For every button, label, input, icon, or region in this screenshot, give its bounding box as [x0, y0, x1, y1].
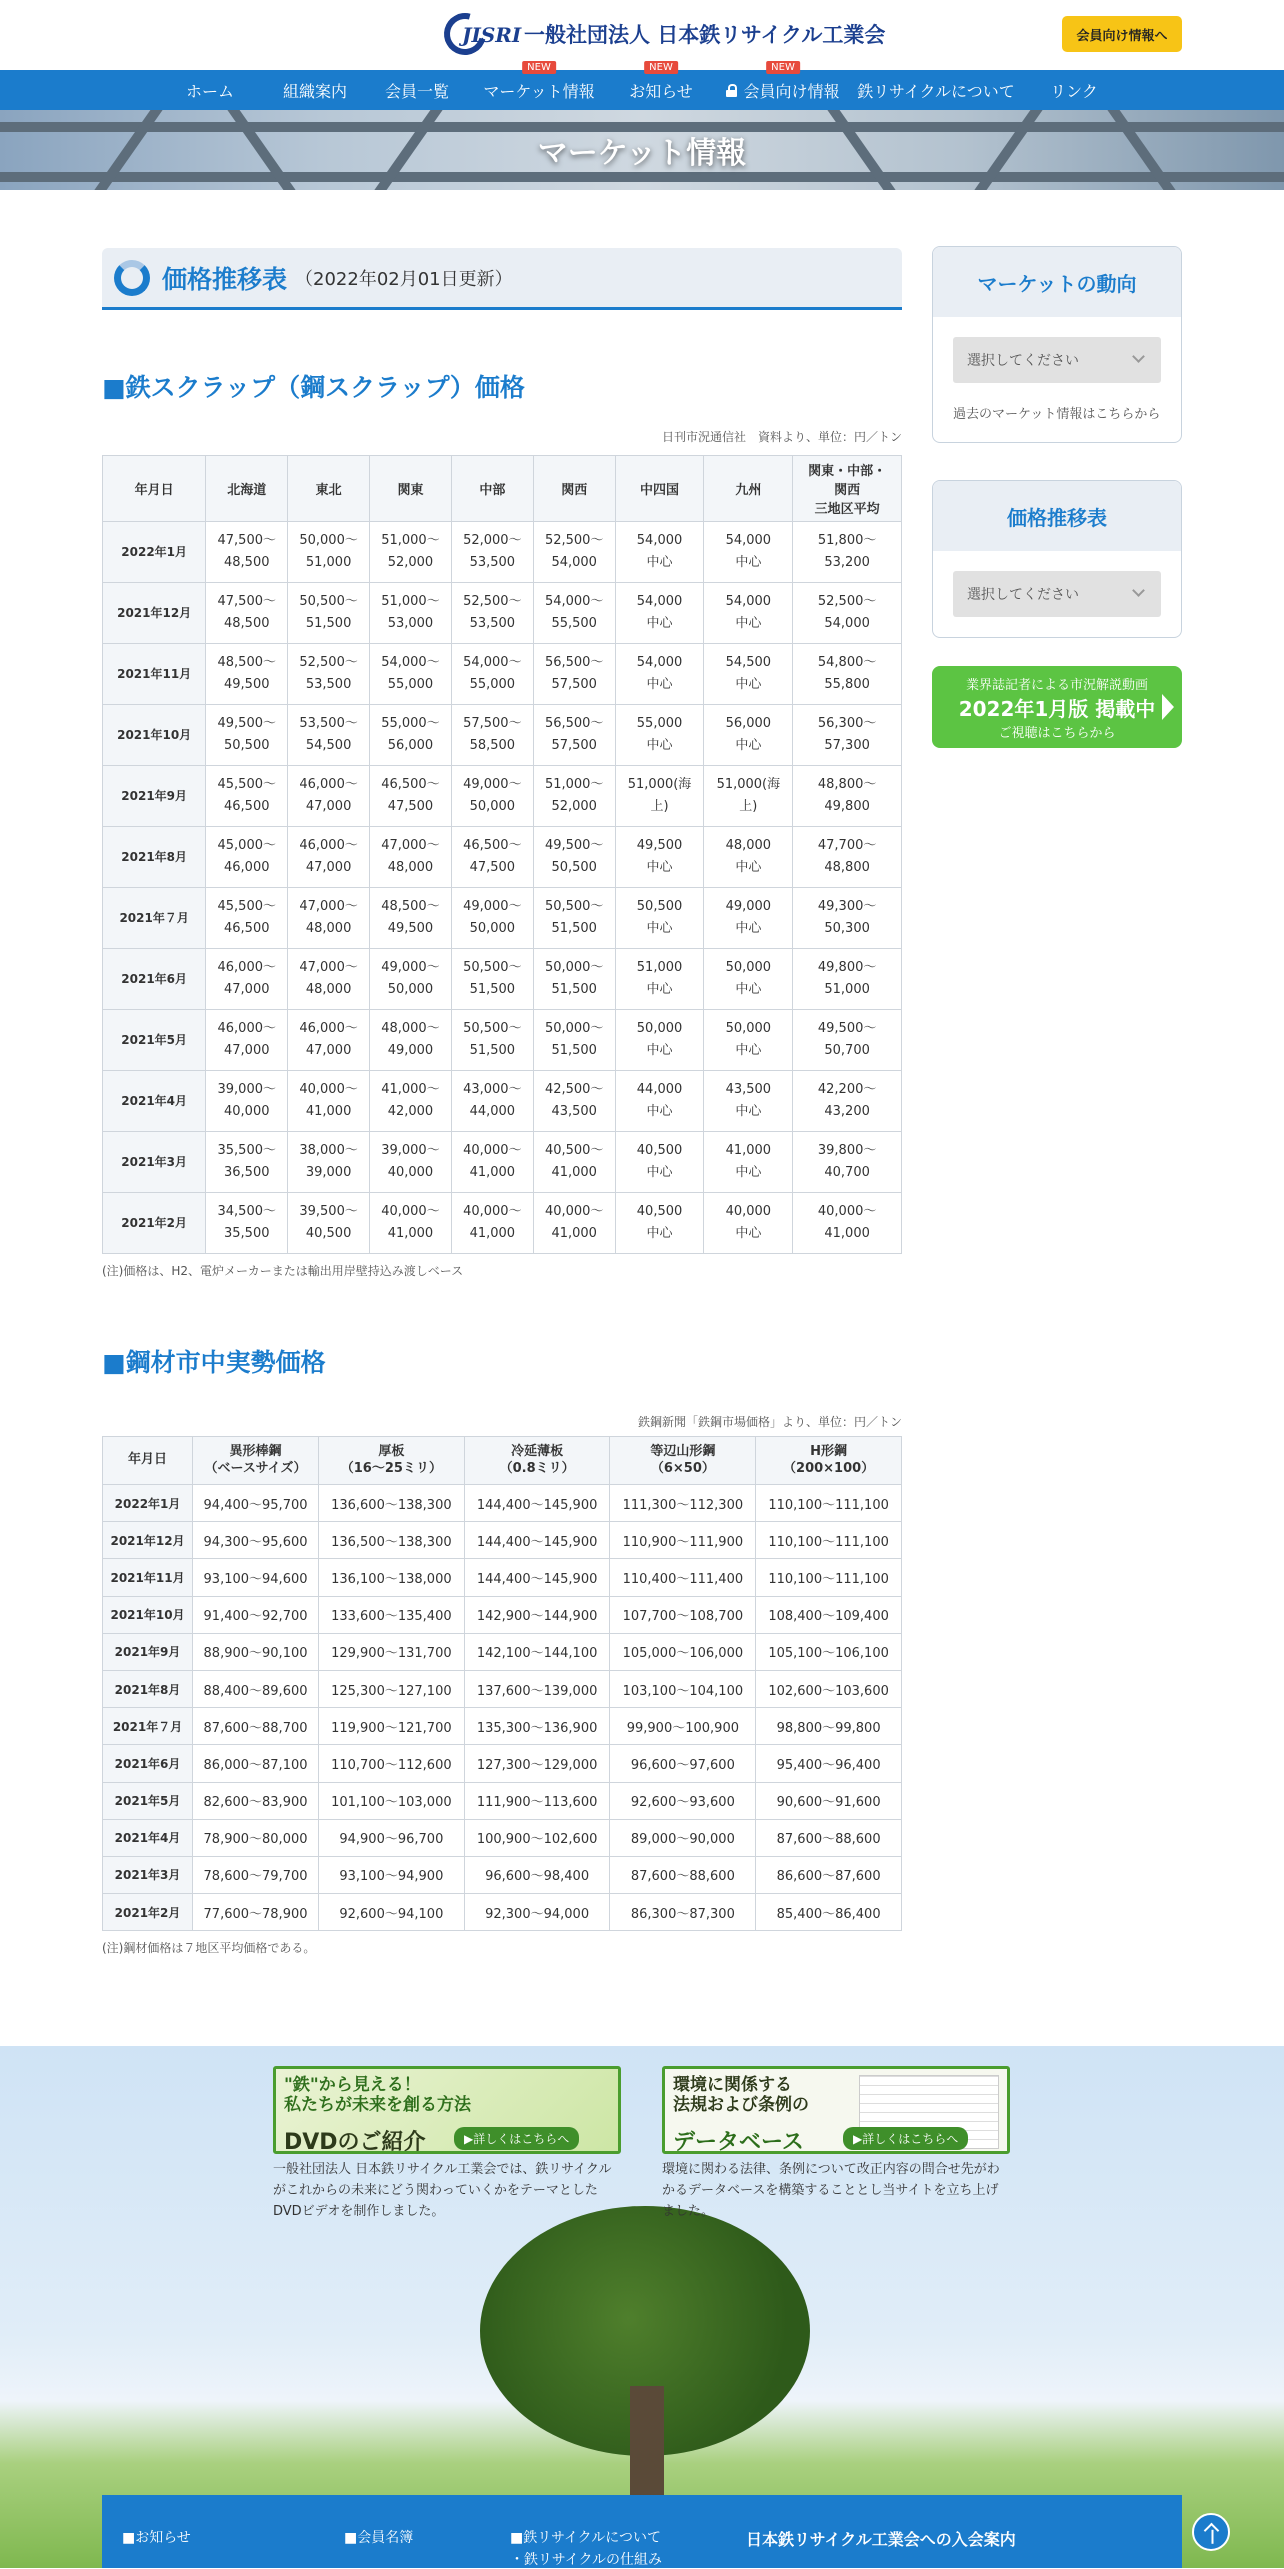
back-to-top-button[interactable]	[1192, 2513, 1230, 2551]
price-cell: 49,500〜 50,500	[206, 705, 288, 766]
price-cell: 144,400〜145,900	[464, 1485, 610, 1522]
steel-source: 鉄鋼新聞「鉄鋼市場価格」より、単位：円／トン	[637, 1415, 902, 1429]
price-cell: 136,100〜138,000	[318, 1559, 464, 1596]
price-cell: 47,000〜 48,000	[288, 949, 370, 1010]
nav-organization[interactable]: 組織案内	[282, 81, 347, 101]
price-cell: 50,000 中心	[615, 1010, 704, 1071]
scrap-source: 日刊市況通信社 資料より、単位：円／トン	[661, 430, 902, 444]
price-cell: 144,400〜145,900	[464, 1522, 610, 1559]
price-cell: 47,700〜 48,800	[793, 827, 902, 888]
nav-news[interactable]: NEW お知らせ	[629, 62, 693, 101]
price-cell: 82,600〜83,900	[193, 1782, 319, 1819]
footer-links	[102, 2495, 1182, 2568]
table-row	[103, 766, 902, 827]
price-cell: 46,000〜 47,000	[288, 827, 370, 888]
price-cell: 90,600〜91,600	[756, 1782, 902, 1819]
table-row	[103, 1782, 902, 1819]
price-cell: 45,500〜 46,500	[206, 888, 288, 949]
price-cell: 38,000〜 39,000	[288, 1132, 370, 1193]
footer-join-link[interactable]: 日本鉄リサイクル工業会への入会案内	[746, 2530, 1016, 2549]
price-cell: 92,600〜94,100	[318, 1894, 464, 1931]
price-cell: 39,000〜 40,000	[206, 1071, 288, 1132]
price-cell: 49,000〜 50,000	[451, 766, 533, 827]
price-cell: 42,200〜 43,200	[793, 1071, 902, 1132]
row-month: 2021年5月	[103, 1782, 193, 1819]
table-row	[103, 888, 902, 949]
table-row	[103, 1522, 902, 1559]
price-cell: 51,000〜 53,000	[370, 583, 452, 644]
price-cell: 55,000〜 56,000	[370, 705, 452, 766]
price-cell: 110,700〜112,600	[318, 1745, 464, 1782]
price-cell: 54,000〜 55,000	[370, 644, 452, 705]
price-cell: 54,000 中心	[704, 522, 793, 583]
price-cell: 86,000〜87,100	[193, 1745, 319, 1782]
table-row	[103, 1894, 902, 1931]
row-month: 2021年8月	[103, 827, 206, 888]
price-cell: 54,000〜 55,500	[533, 583, 615, 644]
price-cell: 56,300〜 57,300	[793, 705, 902, 766]
column-header: 中部	[451, 456, 533, 522]
price-cell: 50,000〜 51,000	[288, 522, 370, 583]
table-row	[103, 1670, 902, 1707]
table-row	[103, 583, 902, 644]
database-banner[interactable]: 環境に関係する 法規および条例の データベース ▶詳しくはこちらへ	[662, 2066, 1010, 2154]
price-cell: 51,000〜 52,000	[370, 522, 452, 583]
column-header: 年月日	[103, 1437, 193, 1485]
price-cell: 119,900〜121,700	[318, 1708, 464, 1745]
table-row	[103, 1596, 902, 1633]
price-cell: 48,000〜 49,000	[370, 1010, 452, 1071]
price-cell: 49,800〜 51,000	[793, 949, 902, 1010]
price-cell: 43,500 中心	[704, 1071, 793, 1132]
price-cell: 49,000 中心	[704, 888, 793, 949]
row-month: 2021年9月	[103, 766, 206, 827]
price-cell: 54,000 中心	[704, 583, 793, 644]
scrap-section-title: ■鉄スクラップ（鋼スクラップ）価格	[102, 373, 525, 402]
arrow-up-icon	[1204, 2523, 1220, 2539]
price-cell: 96,600〜98,400	[464, 1856, 610, 1893]
price-cell: 47,500〜 48,500	[206, 522, 288, 583]
price-cell: 86,600〜87,600	[756, 1856, 902, 1893]
row-month: 2021年3月	[103, 1132, 206, 1193]
page-title: 価格推移表	[162, 264, 288, 294]
table-row	[103, 1193, 902, 1254]
price-cell: 78,900〜80,000	[193, 1819, 319, 1856]
price-cell: 133,600〜135,400	[318, 1596, 464, 1633]
steel-note: (注)鋼材価格は７地区平均価格である。	[102, 1941, 316, 1956]
price-cell: 50,000 中心	[704, 949, 793, 1010]
price-cell: 39,800〜 40,700	[793, 1132, 902, 1193]
sidebar-price	[932, 480, 1182, 638]
price-cell: 56,500〜 57,500	[533, 644, 615, 705]
column-header: 東北	[288, 456, 370, 522]
price-cell: 54,000 中心	[615, 583, 704, 644]
table-row	[103, 827, 902, 888]
price-cell: 129,900〜131,700	[318, 1633, 464, 1670]
member-info-button[interactable]: 会員向け情報へ	[1062, 16, 1182, 52]
row-month: 2021年8月	[103, 1670, 193, 1707]
price-cell: 50,500〜 51,500	[451, 1010, 533, 1071]
market-trend-title: マーケットの動向	[933, 247, 1181, 317]
price-cell: 89,000〜90,000	[610, 1819, 756, 1856]
price-cell: 40,500 中心	[615, 1132, 704, 1193]
price-cell: 102,600〜103,600	[756, 1670, 902, 1707]
column-header: 関西	[533, 456, 615, 522]
price-cell: 46,000〜 47,000	[288, 1010, 370, 1071]
price-cell: 35,500〜 36,500	[206, 1132, 288, 1193]
price-cell: 87,600〜88,600	[610, 1856, 756, 1893]
price-cell: 91,400〜92,700	[193, 1596, 319, 1633]
main-content	[102, 248, 902, 1956]
price-cell: 40,000〜 41,000	[451, 1132, 533, 1193]
market-trend-widget	[932, 246, 1182, 443]
dvd-banner[interactable]: "鉄"から見える！ 私たちが未来を創る方法 DVDのご紹介 ▶詳しくはこちらへ	[273, 2066, 621, 2154]
price-cell: 44,000 中心	[615, 1071, 704, 1132]
column-header: 等辺山形鋼 （6×50）	[610, 1437, 756, 1485]
price-history-title: 価格推移表	[933, 481, 1181, 551]
price-cell: 48,800〜 49,800	[793, 766, 902, 827]
price-cell: 110,100〜111,100	[756, 1559, 902, 1596]
row-month: 2021年9月	[103, 1633, 193, 1670]
nav-member-info[interactable]: NEW 会員向け情報	[713, 70, 853, 110]
price-cell: 41,000 中心	[704, 1132, 793, 1193]
price-cell: 50,500 中心	[615, 888, 704, 949]
column-header: H形鋼 （200×100）	[756, 1437, 902, 1485]
row-month: 2021年11月	[103, 644, 206, 705]
footer-link-recycling[interactable]: ■鉄リサイクルについて	[510, 2530, 661, 2546]
table-row	[103, 949, 902, 1010]
price-cell: 105,000〜106,000	[610, 1633, 756, 1670]
row-month: 2021年10月	[103, 1596, 193, 1633]
price-cell: 137,600〜139,000	[464, 1670, 610, 1707]
price-cell: 40,500〜 41,000	[533, 1132, 615, 1193]
price-history-widget	[932, 480, 1182, 638]
price-cell: 50,500〜 51,500	[288, 583, 370, 644]
table-row	[103, 1819, 902, 1856]
column-header: 九州	[704, 456, 793, 522]
price-cell: 49,500〜 50,500	[533, 827, 615, 888]
new-badge: NEW	[522, 61, 556, 74]
price-cell: 51,000(海 上)	[615, 766, 704, 827]
new-badge: NEW	[766, 61, 800, 74]
price-cell: 51,000(海 上)	[704, 766, 793, 827]
price-cell: 50,000〜 51,500	[533, 1010, 615, 1071]
chevron-down-icon	[1132, 350, 1145, 363]
column-header: 年月日	[103, 456, 206, 522]
row-month: 2021年6月	[103, 1745, 193, 1782]
price-cell: 136,600〜138,300	[318, 1485, 464, 1522]
price-cell: 55,000 中心	[615, 705, 704, 766]
dvd-more-button[interactable]: ▶詳しくはこちらへ	[454, 2127, 579, 2150]
price-cell: 87,600〜88,600	[756, 1819, 902, 1856]
database-more-button[interactable]: ▶詳しくはこちらへ	[843, 2127, 968, 2150]
row-month: 2021年6月	[103, 949, 206, 1010]
price-history-select[interactable]: 選択してください	[953, 571, 1161, 617]
column-header: 冷延薄板 （0.8ミリ）	[464, 1437, 610, 1485]
price-cell: 46,500〜 47,500	[451, 827, 533, 888]
hero-title: マーケット情報	[537, 136, 747, 171]
nav-home[interactable]: ホーム	[185, 81, 234, 101]
price-cell: 125,300〜127,100	[318, 1670, 464, 1707]
row-month: 2022年1月	[103, 1485, 193, 1522]
nav-market[interactable]: NEW マーケット情報	[483, 62, 595, 101]
table-row	[103, 705, 902, 766]
price-cell: 77,600〜78,900	[193, 1894, 319, 1931]
row-month: 2021年10月	[103, 705, 206, 766]
arrow-right-icon	[1162, 694, 1174, 720]
table-row	[103, 1132, 902, 1193]
org-name: 一般社団法人 日本鉄リサイクル工業会	[524, 23, 886, 47]
price-cell: 127,300〜129,000	[464, 1745, 610, 1782]
promo-dvd	[273, 2066, 621, 2222]
price-cell: 50,500〜 51,500	[451, 949, 533, 1010]
market-trend-select[interactable]: 選択してください	[953, 337, 1161, 383]
price-cell: 49,500〜 50,700	[793, 1010, 902, 1071]
price-cell: 92,600〜93,600	[610, 1782, 756, 1819]
price-cell: 136,500〜138,300	[318, 1522, 464, 1559]
price-cell: 92,300〜94,000	[464, 1894, 610, 1931]
sidebar	[932, 246, 1182, 443]
column-header: 厚板 （16〜25ミリ）	[318, 1437, 464, 1485]
row-month: 2021年4月	[103, 1819, 193, 1856]
price-cell: 57,500〜 58,500	[451, 705, 533, 766]
market-trend-note: 過去のマーケット情報はこちらから	[953, 407, 1161, 422]
price-cell: 142,100〜144,100	[464, 1633, 610, 1670]
price-cell: 45,500〜 46,500	[206, 766, 288, 827]
price-cell: 53,500〜 54,500	[288, 705, 370, 766]
price-cell: 54,000 中心	[615, 522, 704, 583]
price-cell: 94,400〜95,700	[193, 1485, 319, 1522]
table-row	[103, 1010, 902, 1071]
price-cell: 54,500 中心	[704, 644, 793, 705]
price-cell: 47,500〜 48,500	[206, 583, 288, 644]
new-badge: NEW	[644, 61, 678, 74]
price-cell: 98,800〜99,800	[756, 1708, 902, 1745]
dvd-description: 一般社団法人 日本鉄リサイクル工業会では、鉄リサイクルがこれからの未来にどう関わっていくかをテーマとしたDVDビデオを制作しました。	[273, 2162, 612, 2219]
price-cell: 56,500〜 57,500	[533, 705, 615, 766]
database-description: 環境に関わる法律、条例について改正内容の問合せ先がわかるデータベースを構築することとし当サイトを立ち上げました。	[662, 2162, 1000, 2219]
price-cell: 51,000 中心	[615, 949, 704, 1010]
price-cell: 52,500〜 53,500	[451, 583, 533, 644]
row-month: 2021年2月	[103, 1193, 206, 1254]
update-date: （2022年02月01日更新）	[295, 268, 513, 290]
table-row	[103, 522, 902, 583]
lock-icon	[726, 84, 737, 97]
table-row	[103, 1633, 902, 1670]
price-cell: 93,100〜94,900	[318, 1856, 464, 1893]
price-cell: 100,900〜102,600	[464, 1819, 610, 1856]
price-cell: 142,900〜144,900	[464, 1596, 610, 1633]
row-month: 2021年７月	[103, 1708, 193, 1745]
price-cell: 110,100〜111,100	[756, 1485, 902, 1522]
footer-link-members[interactable]: ■会員名簿	[344, 2530, 414, 2546]
price-cell: 135,300〜136,900	[464, 1708, 610, 1745]
price-cell: 40,000〜 41,000	[370, 1193, 452, 1254]
row-month: 2021年5月	[103, 1010, 206, 1071]
price-cell: 144,400〜145,900	[464, 1559, 610, 1596]
price-cell: 88,900〜90,100	[193, 1633, 319, 1670]
steel-price-table	[102, 1436, 902, 1931]
recycle-icon	[114, 260, 150, 296]
price-cell: 111,900〜113,600	[464, 1782, 610, 1819]
row-month: 2021年4月	[103, 1071, 206, 1132]
row-month: 2021年3月	[103, 1856, 193, 1893]
market-video-banner[interactable]: 業界誌記者による市況解説動画 2022年1月版 掲載中 ご視聴はこちらから	[932, 666, 1182, 748]
price-cell: 50,500〜 51,500	[533, 888, 615, 949]
price-cell: 86,300〜87,300	[610, 1894, 756, 1931]
table-header-row	[103, 1437, 902, 1485]
price-cell: 52,500〜 54,000	[793, 583, 902, 644]
table-row	[103, 1071, 902, 1132]
column-header: 異形棒鋼 （ベースサイズ）	[193, 1437, 319, 1485]
price-cell: 43,000〜 44,000	[451, 1071, 533, 1132]
price-cell: 50,000 中心	[704, 1010, 793, 1071]
price-cell: 39,000〜 40,000	[370, 1132, 452, 1193]
price-cell: 52,500〜 53,500	[288, 644, 370, 705]
price-cell: 111,300〜112,300	[610, 1485, 756, 1522]
price-cell: 96,600〜97,600	[610, 1745, 756, 1782]
price-cell: 110,400〜111,400	[610, 1559, 756, 1596]
price-cell: 34,500〜 35,500	[206, 1193, 288, 1254]
price-cell: 48,500〜 49,500	[206, 644, 288, 705]
price-cell: 56,000 中心	[704, 705, 793, 766]
price-cell: 54,000〜 55,000	[451, 644, 533, 705]
price-cell: 46,000〜 47,000	[206, 1010, 288, 1071]
price-cell: 94,900〜96,700	[318, 1819, 464, 1856]
price-cell: 40,000 中心	[704, 1193, 793, 1254]
price-cell: 42,500〜 43,500	[533, 1071, 615, 1132]
price-cell: 110,900〜111,900	[610, 1522, 756, 1559]
price-cell: 51,000〜 52,000	[533, 766, 615, 827]
site-logo[interactable]	[440, 8, 885, 60]
price-cell: 46,000〜 47,000	[206, 949, 288, 1010]
price-cell: 40,500 中心	[615, 1193, 704, 1254]
price-cell: 41,000〜 42,000	[370, 1071, 452, 1132]
price-cell: 78,600〜79,700	[193, 1856, 319, 1893]
price-cell: 110,100〜111,100	[756, 1522, 902, 1559]
site-header	[0, 0, 1284, 70]
price-cell: 40,000〜 41,000	[793, 1193, 902, 1254]
price-cell: 40,000〜 41,000	[288, 1071, 370, 1132]
column-header: 関東・中部・ 関西 三地区平均	[793, 456, 902, 522]
price-cell: 105,100〜106,100	[756, 1633, 902, 1670]
row-month: 2021年2月	[103, 1894, 193, 1931]
price-cell: 46,500〜 47,500	[370, 766, 452, 827]
price-cell: 39,500〜 40,500	[288, 1193, 370, 1254]
price-cell: 49,300〜 50,300	[793, 888, 902, 949]
row-month: 2021年12月	[103, 583, 206, 644]
price-cell: 85,400〜86,400	[756, 1894, 902, 1931]
table-row	[103, 1708, 902, 1745]
table-row	[103, 1485, 902, 1522]
nav-links[interactable]: リンク	[1050, 81, 1098, 101]
footer-landscape	[0, 2046, 1284, 2568]
scrap-note: (注)価格は、H2、電炉メーカーまたは輸出用岸壁持込み渡しベース	[102, 1264, 464, 1278]
footer-link-news[interactable]: ■お知らせ	[122, 2530, 191, 2546]
row-month: 2022年1月	[103, 522, 206, 583]
price-cell: 51,800〜 53,200	[793, 522, 902, 583]
price-cell: 99,900〜100,900	[610, 1708, 756, 1745]
nav-recycling[interactable]: 鉄リサイクルについて	[857, 81, 1015, 101]
column-header: 北海道	[206, 456, 288, 522]
row-month: 2021年12月	[103, 1522, 193, 1559]
row-month: 2021年11月	[103, 1559, 193, 1596]
chevron-down-icon	[1132, 584, 1145, 597]
scrap-price-table	[102, 455, 902, 1254]
price-cell: 52,500〜 54,000	[533, 522, 615, 583]
main-nav	[0, 62, 1284, 110]
table-row	[103, 1856, 902, 1893]
price-cell: 94,300〜95,600	[193, 1522, 319, 1559]
price-cell: 45,000〜 46,000	[206, 827, 288, 888]
price-cell: 40,000〜 41,000	[533, 1193, 615, 1254]
price-cell: 108,400〜109,400	[756, 1596, 902, 1633]
row-month: 2021年７月	[103, 888, 206, 949]
price-cell: 54,000 中心	[615, 644, 704, 705]
price-cell: 48,000 中心	[704, 827, 793, 888]
price-cell: 103,100〜104,100	[610, 1670, 756, 1707]
price-cell: 49,000〜 50,000	[370, 949, 452, 1010]
price-cell: 40,000〜 41,000	[451, 1193, 533, 1254]
price-cell: 48,500〜 49,500	[370, 888, 452, 949]
column-header: 関東	[370, 456, 452, 522]
column-header: 中四国	[615, 456, 704, 522]
price-cell: 95,400〜96,400	[756, 1745, 902, 1782]
price-cell: 47,000〜 48,000	[370, 827, 452, 888]
price-cell: 101,100〜103,000	[318, 1782, 464, 1819]
price-cell: 46,000〜 47,000	[288, 766, 370, 827]
table-header-row	[103, 456, 902, 522]
footer-link-recycling-system[interactable]: ・鉄リサイクルの仕組み	[510, 2552, 663, 2568]
price-cell: 47,000〜 48,000	[288, 888, 370, 949]
price-cell: 52,000〜 53,500	[451, 522, 533, 583]
price-cell: 93,100〜94,600	[193, 1559, 319, 1596]
table-row	[103, 1559, 902, 1596]
steel-section-title: ■鋼材市中実勢価格	[102, 1348, 326, 1377]
nav-members[interactable]: 会員一覧	[384, 81, 449, 101]
price-cell: 87,600〜88,700	[193, 1708, 319, 1745]
logo-mark-icon: JISRI	[440, 9, 514, 59]
table-row	[103, 1745, 902, 1782]
price-cell: 107,700〜108,700	[610, 1596, 756, 1633]
table-row	[103, 644, 902, 705]
price-cell: 88,400〜89,600	[193, 1670, 319, 1707]
price-cell: 49,500 中心	[615, 827, 704, 888]
promo-database	[662, 2066, 1010, 2222]
page-heading	[102, 248, 902, 310]
price-cell: 49,000〜 50,000	[451, 888, 533, 949]
sidebar-banner	[932, 666, 1182, 748]
price-cell: 50,000〜 51,500	[533, 949, 615, 1010]
price-cell: 54,800〜 55,800	[793, 644, 902, 705]
